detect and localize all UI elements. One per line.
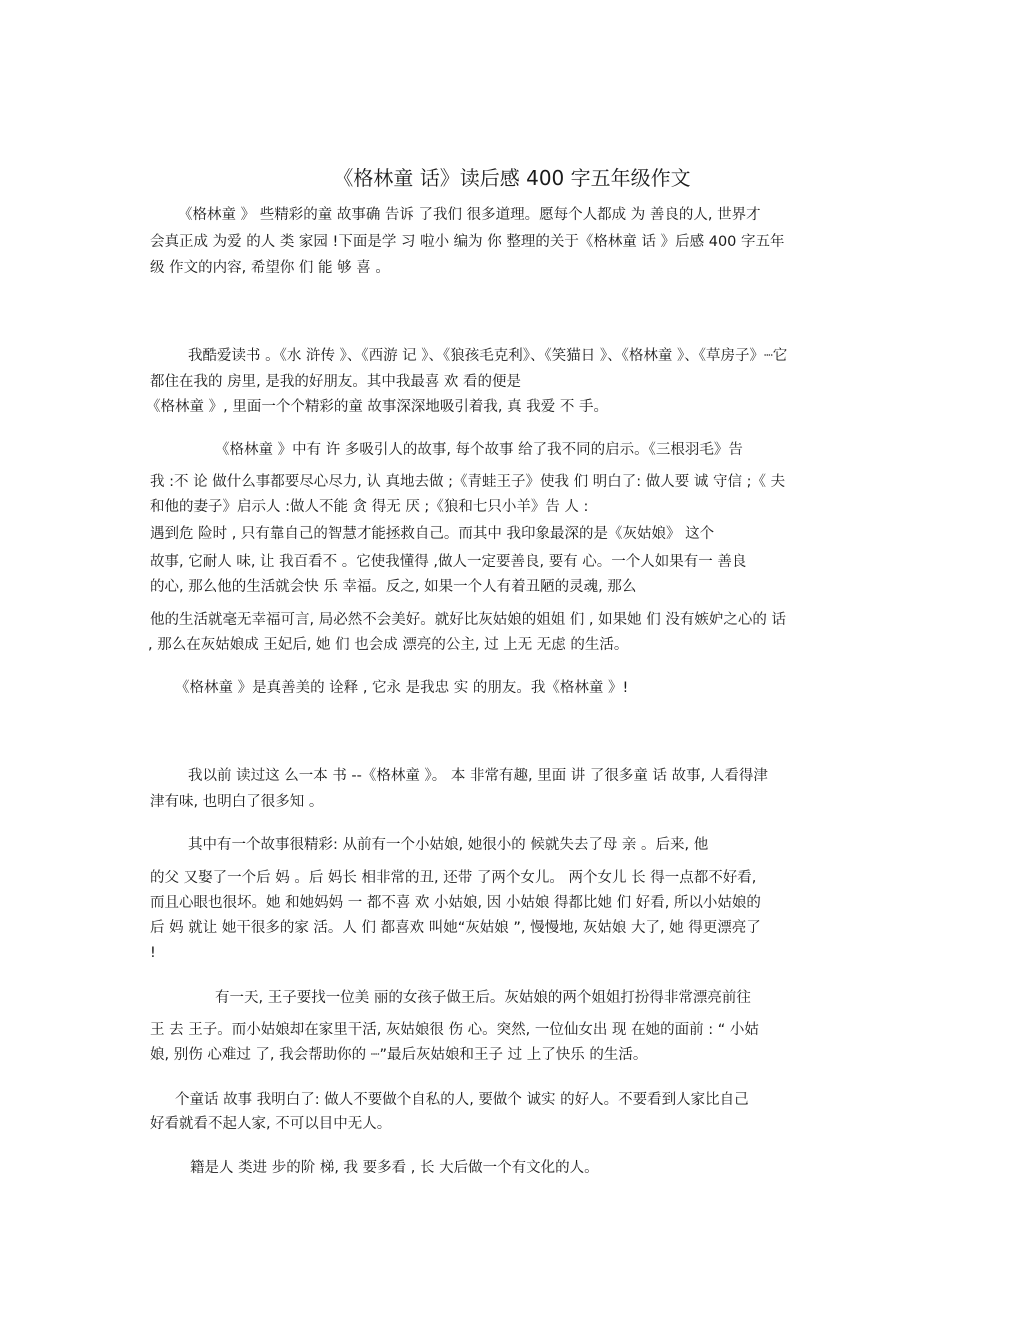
text-line: 都住在我的 房里, 是我的好朋友。其中我最喜 欢 看的便是 <box>150 374 522 390</box>
text-line: 娘, 别伤 心难过 了, 我会帮助你的 ┈”最后灰姑娘和王子 过 上了快乐 的生活。 <box>150 1047 648 1063</box>
text-line: 他的生活就毫无幸福可言, 局必然不会美好。就好比灰姑娘的姐姐 们 , 如果她 们 没有嫉妒之心的 话 <box>150 612 786 628</box>
text-line: 有一天, 王子要找一位美 丽的女孩子做王后。灰姑娘的两个姐姐打扮得非常漂亮前往 <box>215 990 751 1006</box>
text-line: 《格林童 》, 里面一个个精彩的童 故事深深地吸引着我, 真 我爱 不 手。 <box>146 399 608 415</box>
text-line: 好看就看不起人家, 不可以目中无人。 <box>150 1116 392 1132</box>
text-line: 的父 又娶了一个后 妈 。后 妈长 相非常的丑, 还带 了两个女儿。 两个女儿 长 得一点都不好看, <box>150 870 757 886</box>
text-line: , 那么在灰姑娘成 王妃后, 她 们 也会成 漂亮的公主, 过 上无 无虑 的生活。 <box>148 637 629 653</box>
text-line: 而且心眼也很坏。她 和她妈妈 一 都不喜 欢 小姑娘, 因 小姑娘 得都比她 们 好看, 所以小姑娘的 <box>150 895 761 911</box>
text-line: 籍是人 类进 步的阶 梯, 我 要多看 , 长 大后做一个有文化的人。 <box>190 1160 599 1176</box>
text-line: 和他的妻子》启示人 :做人不能 贪 得无 厌 ;《狼和七只小羊》告 人 : <box>150 499 589 515</box>
text-line: 《格林童 》是真善美的 诠释 , 它永 是我忠 实 的朋友。我《格林童 》! <box>175 680 629 696</box>
text-line: 遇到危 险时 , 只有靠自己的智慧才能拯救自己。而其中 我印象最深的是《灰姑娘》 这个 <box>150 526 715 542</box>
text-line: 我以前 读过这 么一本 书 --《格林童 》。 本 非常有趣, 里面 讲 了很多童 话 故事, 人看得津 <box>188 768 768 784</box>
text-line: 级 作文的内容, 希望你 们 能 够 喜 。 <box>150 260 390 276</box>
text-line: 《格林童 》 些精彩的童 故事确 告诉 了我们 很多道理。愿每个人都成 为 善良的人, 世界才 <box>178 207 761 223</box>
text-line: 故事, 它耐人 味, 让 我百看不 。它使我懂得 ,做人一定要善良, 要有 心。一个人如果有一 善良 <box>150 554 747 570</box>
text-line: 我 :不 论 做什么事都要尽心尽力, 认 真地去做 ;《青蛙王子》使我 们 明白了: 做人要 诚 守信 ;《 夫 <box>150 474 786 490</box>
text-line: 津有味, 也明白了很多知 。 <box>150 794 324 810</box>
text-line: 后 妈 就让 她干很多的家 活。人 们 都喜欢 叫她“灰姑娘 ”, 慢慢地, 灰姑娘 大了, 她 得更漂亮了 <box>150 920 761 936</box>
text-line: 会真正成 为爱 的人 类 家园 !下面是学 习 啦小 编为 你 整理的关于《格林童 话 》后感 400 字五年 <box>150 234 785 250</box>
text-line: 的心, 那么他的生活就会快 乐 幸福。反之, 如果一个人有着丑陋的灵魂, 那么 <box>150 579 637 595</box>
text-line: 其中有一个故事很精彩: 从前有一个小姑娘, 她很小的 候就失去了母 亲 。后来, 他 <box>188 837 709 853</box>
text-line: 我酷爱读书 。《水 浒传 》、《西游 记 》、《狼孩毛克利》、《笑猫日 》、《格林童 》、《草房子》┈它 <box>188 348 788 364</box>
page-title: 《格林童 话》读后感 400 字五年级作文 <box>333 166 691 190</box>
text-line: ! <box>150 945 156 961</box>
text-line: 《格林童 》中有 许 多吸引人的故事, 每个故事 给了我不同的启示。《三根羽毛》告 <box>215 442 743 458</box>
text-line: 个童话 故事 我明白了: 做人不要做个自私的人, 要做个 诚实 的好人。不要看到人家比自己 <box>175 1092 749 1108</box>
text-line: 王 去 王子。而小姑娘却在家里干活, 灰姑娘很 伤 心。突然, 一位仙女出 现 在她的面前 : “ 小姑 <box>150 1022 759 1038</box>
